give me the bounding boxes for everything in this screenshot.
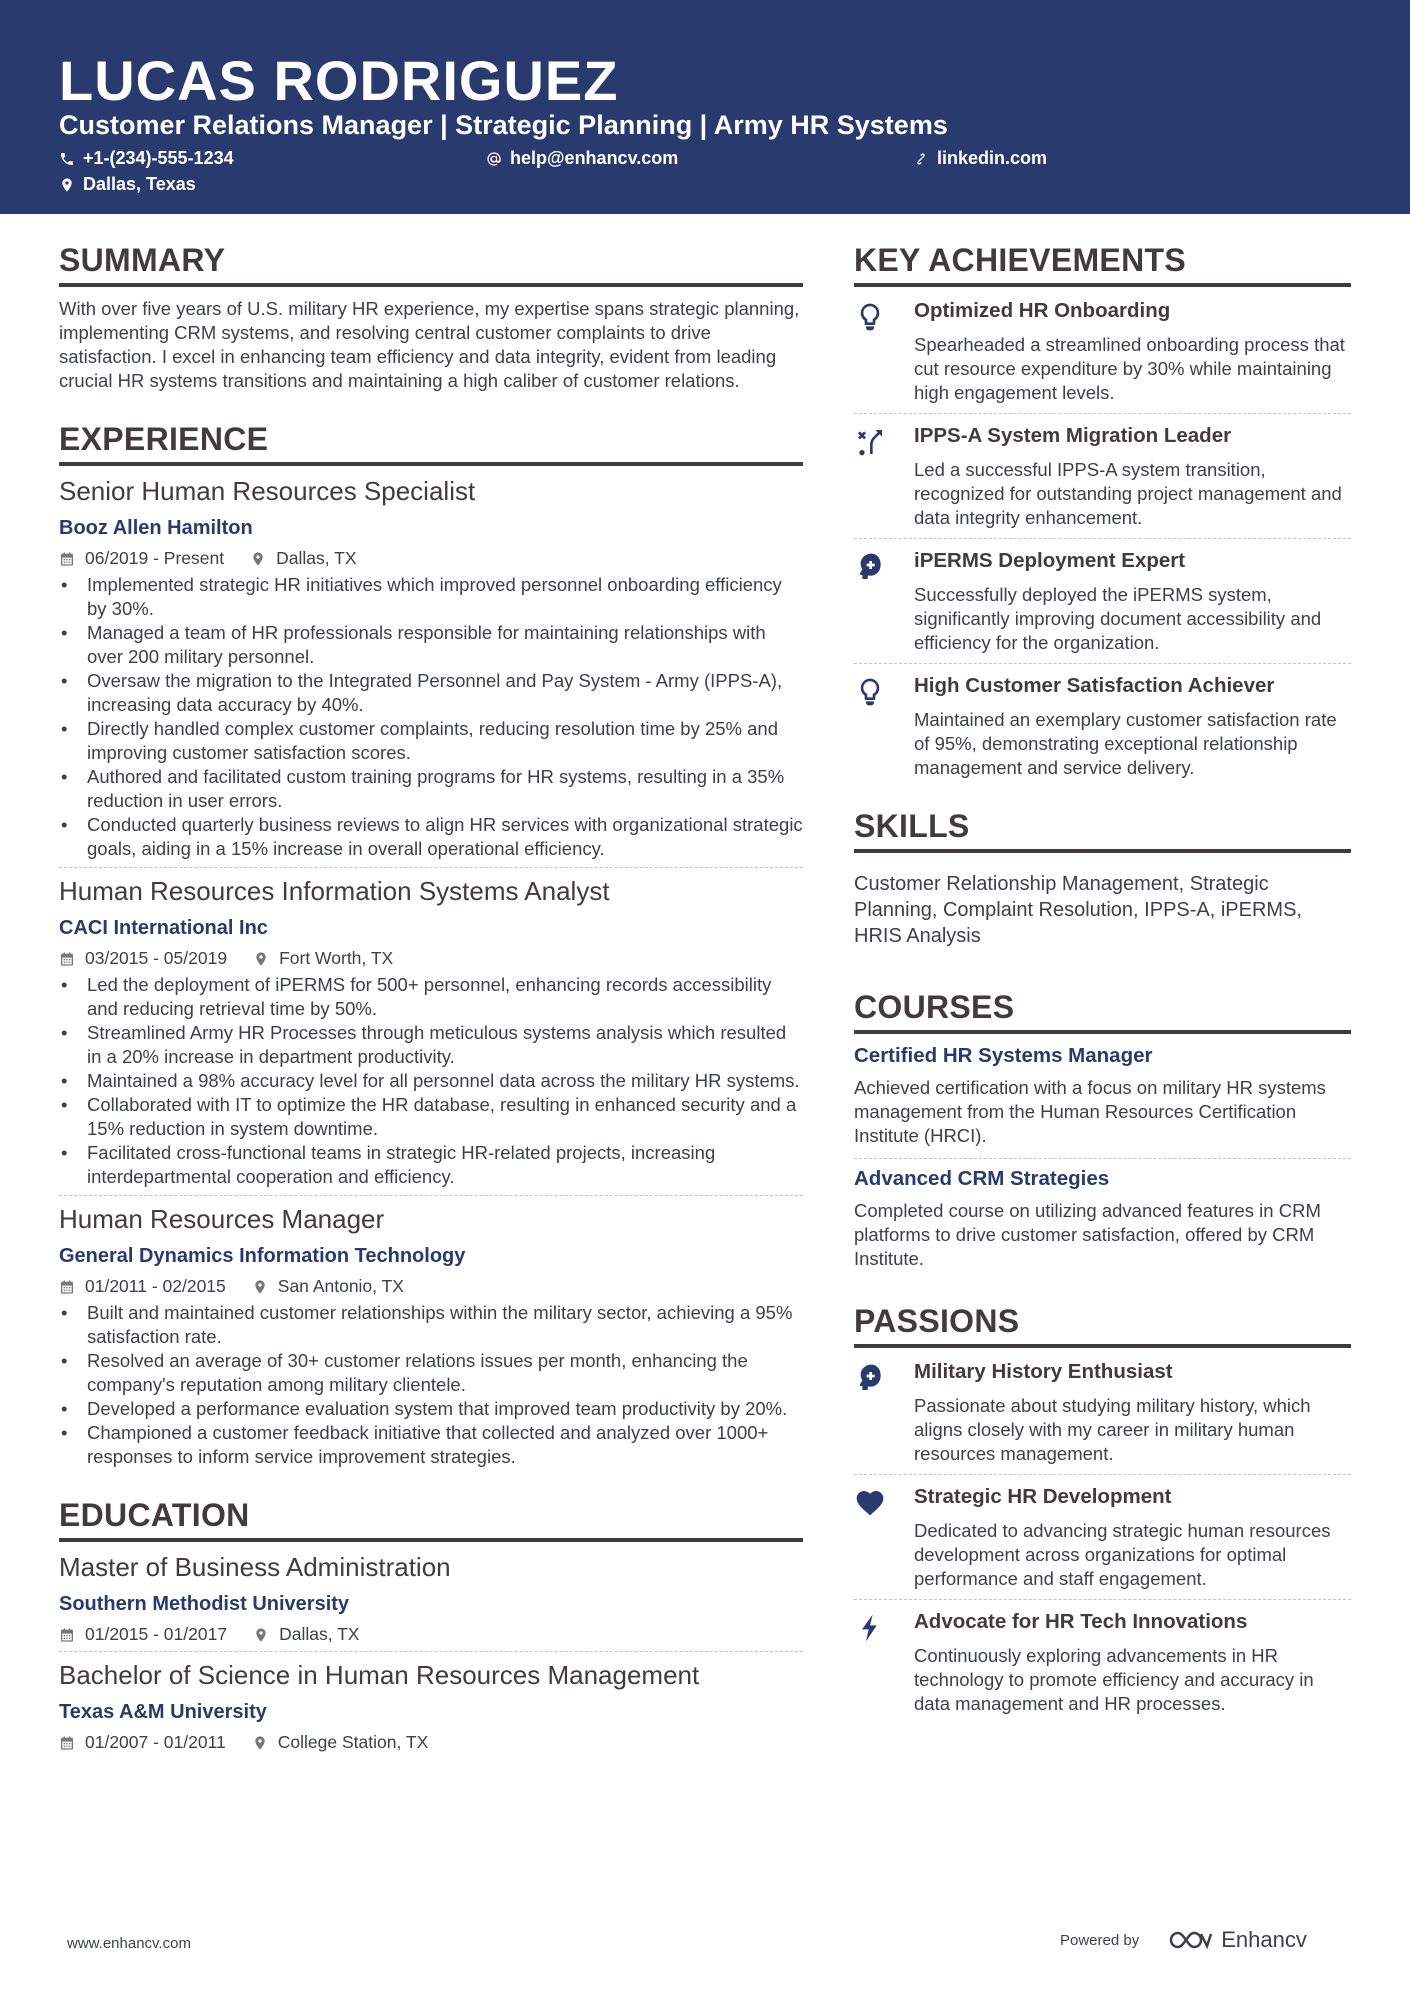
location-pin-icon xyxy=(252,1735,268,1751)
at-icon xyxy=(486,151,502,167)
education-location: Dallas, TX xyxy=(279,1624,360,1644)
heart-icon xyxy=(854,1487,886,1519)
company-name: CACI International Inc xyxy=(59,917,268,939)
calendar-icon xyxy=(59,1627,75,1643)
experience-entry xyxy=(59,876,803,1196)
bullet-item: • Oversaw the migration to the Integrated Personnel and Pay System - Army (IPPS-A), increasing data accuracy by 40%. xyxy=(59,669,803,717)
education-entry xyxy=(59,1660,803,1759)
bullet-item: • Collaborated with IT to optimize the HR database, resulting in enhanced security and a 15% reduction in system downtime. xyxy=(59,1093,803,1141)
location-pin-icon xyxy=(59,177,75,193)
passion-text: Continuously exploring advancements in HR technology to promote efficiency and accuracy in data management and HR processes. xyxy=(914,1645,1314,1714)
bullet-item: • Streamlined Army HR Processes through meticulous systems analysis which resulted in a 20% increase in department productivity. xyxy=(59,1021,803,1069)
contact-phone xyxy=(59,148,234,169)
phone-text: +1-(234)-555-1234 xyxy=(83,148,234,168)
resume-header xyxy=(0,0,1410,214)
job-dates: 01/2011 - 02/2015 xyxy=(85,1276,226,1296)
course-text: Completed course on utilizing advanced features in CRM platforms to drive customer satisfaction, offered by CRM Institute. xyxy=(854,1200,1321,1269)
job-meta xyxy=(59,1276,803,1297)
achievement-text: Spearheaded a streamlined onboarding process that cut resource expenditure by 30% while maintaining high engagement levels. xyxy=(914,334,1345,403)
job-dates: 03/2015 - 05/2019 xyxy=(85,948,228,968)
experience-entry xyxy=(59,476,803,868)
contact-link[interactable] xyxy=(913,148,1047,169)
education-location: College Station, TX xyxy=(277,1732,429,1752)
candidate-name: LUCAS RODRIGUEZ xyxy=(59,49,619,112)
enhancv-logo[interactable] xyxy=(1167,1927,1307,1953)
education-dates: 01/2015 - 01/2017 xyxy=(85,1624,228,1644)
bullet-item: • Resolved an average of 30+ customer relations issues per month, enhancing the company's reputation among military clientele. xyxy=(59,1349,803,1397)
passion-item xyxy=(854,1350,1351,1475)
skills-heading: SKILLS xyxy=(854,808,1351,853)
calendar-icon xyxy=(59,951,75,967)
bullet-item: • Facilitated cross-functional teams in strategic HR-related projects, increasing interdepartmental cooperation and efficiency. xyxy=(59,1141,803,1189)
achievements-heading: KEY ACHIEVEMENTS xyxy=(854,242,1351,287)
course-item xyxy=(854,1159,1351,1281)
head-brain-icon xyxy=(854,551,886,583)
job-meta xyxy=(59,948,803,969)
company-name: Booz Allen Hamilton xyxy=(59,517,253,539)
achievement-text: Led a successful IPPS-A system transition, recognized for outstanding project management and data integrity enhancement. xyxy=(914,459,1342,528)
bullet-item: • Maintained a 98% accuracy level for all personnel data across the military HR systems. xyxy=(59,1069,803,1093)
footer-website[interactable]: www.enhancv.com xyxy=(67,1935,191,1952)
education-dates: 01/2007 - 01/2011 xyxy=(85,1732,226,1752)
link-icon xyxy=(913,151,929,167)
brand-text: Enhancv xyxy=(1221,1927,1307,1952)
bullet-item: • Led the deployment of iPERMS for 500+ personnel, enhancing records accessibility and reducing retrieval time by 50%. xyxy=(59,973,803,1021)
job-title: Senior Human Resources Specialist xyxy=(59,476,476,506)
location-pin-icon xyxy=(253,1627,269,1643)
education-heading: EDUCATION xyxy=(59,1497,803,1542)
achievement-title: Optimized HR Onboarding xyxy=(914,299,1171,322)
passions-heading: PASSIONS xyxy=(854,1303,1351,1348)
passion-title: Advocate for HR Tech Innovations xyxy=(914,1610,1248,1633)
contact-location xyxy=(59,174,196,195)
calendar-icon xyxy=(59,551,75,567)
bullet-item: • Authored and facilitated custom training programs for HR systems, resulting in a 35% reduction in user errors. xyxy=(59,765,803,813)
skills-text: Customer Relationship Management, Strategic Planning, Complaint Resolution, IPPS-A, iPERMS, HRIS Analysis xyxy=(854,873,1302,947)
experience-heading: EXPERIENCE xyxy=(59,421,803,466)
job-location: San Antonio, TX xyxy=(277,1276,404,1296)
achievement-item xyxy=(854,414,1351,539)
email-text: help@enhancv.com xyxy=(510,148,679,168)
location-pin-icon xyxy=(250,551,266,567)
head-brain-icon xyxy=(854,1362,886,1394)
education-entry xyxy=(59,1552,803,1652)
degree-title: Master of Business Administration xyxy=(59,1552,451,1582)
achievement-title: High Customer Satisfaction Achiever xyxy=(914,674,1275,697)
job-bullets xyxy=(59,573,803,861)
experience-entry xyxy=(59,1204,803,1475)
achievement-text: Maintained an exemplary customer satisfaction rate of 95%, demonstrating exceptional relationship management and service delivery. xyxy=(914,709,1337,778)
job-meta xyxy=(59,548,803,569)
link-text: linkedin.com xyxy=(937,148,1048,168)
job-location: Dallas, TX xyxy=(276,548,357,568)
job-location: Fort Worth, TX xyxy=(279,948,394,968)
course-item xyxy=(854,1036,1351,1159)
bullet-item: • Built and maintained customer relationships within the military sector, achieving a 95% satisfaction rate. xyxy=(59,1301,803,1349)
achievement-item xyxy=(854,289,1351,414)
bullet-item: • Conducted quarterly business reviews to align HR services with organizational strategic goals, aiding in a 15% increase in overall operational efficiency. xyxy=(59,813,803,861)
lightning-icon xyxy=(854,1612,886,1644)
passion-title: Strategic HR Development xyxy=(914,1485,1172,1508)
bullet-item: • Developed a performance evaluation system that improved team productivity by 20%. xyxy=(59,1397,803,1421)
courses-heading: COURSES xyxy=(854,989,1351,1034)
passion-item xyxy=(854,1600,1351,1724)
location-pin-icon xyxy=(252,1279,268,1295)
achievement-text: Successfully deployed the iPERMS system, significantly improving document accessibility and efficiency for the organization. xyxy=(914,584,1322,653)
course-title: Certified HR Systems Manager xyxy=(854,1044,1153,1067)
passion-item xyxy=(854,1475,1351,1600)
location-text: Dallas, Texas xyxy=(83,174,196,194)
powered-by-text: Powered by xyxy=(1060,1931,1140,1949)
achievement-item xyxy=(854,664,1351,788)
passion-title: Military History Enthusiast xyxy=(914,1360,1173,1383)
achievement-title: IPPS-A System Migration Leader xyxy=(914,424,1232,447)
education-meta xyxy=(59,1624,803,1645)
course-title: Advanced CRM Strategies xyxy=(854,1167,1110,1190)
summary-text: With over five years of U.S. military HR experience, my expertise spans strategic planning, implementing CRM systems, and resolving central customer complaints to drive satisfaction. I excel in enhancing team efficiency and data integrity, evident from leading crucial HR systems transitions and maintaining a high caliber of customer relations. xyxy=(59,298,800,391)
passion-text: Dedicated to advancing strategic human resources development across organizations for optimal performance and staff engagement. xyxy=(914,1520,1331,1589)
degree-title: Bachelor of Science in Human Resources Management xyxy=(59,1660,700,1690)
bullet-item: • Managed a team of HR professionals responsible for maintaining relationships with over 200 military personnel. xyxy=(59,621,803,669)
education-meta xyxy=(59,1732,803,1753)
candidate-title: Customer Relations Manager | Strategic Planning | Army HR Systems xyxy=(59,110,948,140)
bullet-item: • Championed a customer feedback initiative that collected and analyzed over 1000+ responses to inform service improvement strategies. xyxy=(59,1421,803,1469)
course-text: Achieved certification with a focus on military HR systems management from the Human Resources Certification Institute (HRCI). xyxy=(854,1077,1326,1146)
job-bullets xyxy=(59,1301,803,1469)
calendar-icon xyxy=(59,1279,75,1295)
lightbulb-icon xyxy=(854,676,886,708)
school-name: Southern Methodist University xyxy=(59,1593,350,1615)
strategy-icon xyxy=(854,426,886,458)
achievement-title: iPERMS Deployment Expert xyxy=(914,549,1186,572)
enhancv-logo-icon xyxy=(1167,1928,1213,1952)
right-column xyxy=(854,242,1351,1724)
phone-icon xyxy=(59,151,75,167)
bullet-item: • Directly handled complex customer complaints, reducing resolution time by 25% and improving customer satisfaction scores. xyxy=(59,717,803,765)
footer-branding xyxy=(1060,1927,1307,1953)
lightbulb-icon xyxy=(854,301,886,333)
location-pin-icon xyxy=(253,951,269,967)
job-title: Human Resources Manager xyxy=(59,1204,385,1234)
left-column xyxy=(59,242,803,1767)
job-bullets xyxy=(59,973,803,1189)
school-name: Texas A&M University xyxy=(59,1701,267,1723)
calendar-icon xyxy=(59,1735,75,1751)
bullet-item: • Implemented strategic HR initiatives which improved personnel onboarding efficiency by 30%. xyxy=(59,573,803,621)
job-title: Human Resources Information Systems Analyst xyxy=(59,876,610,906)
achievement-item xyxy=(854,539,1351,664)
contact-email[interactable] xyxy=(486,148,678,169)
passion-text: Passionate about studying military history, which aligns closely with my career in military human resources management. xyxy=(914,1395,1311,1464)
summary-heading: SUMMARY xyxy=(59,242,803,287)
job-dates: 06/2019 - Present xyxy=(85,548,225,568)
company-name: General Dynamics Information Technology xyxy=(59,1245,466,1267)
